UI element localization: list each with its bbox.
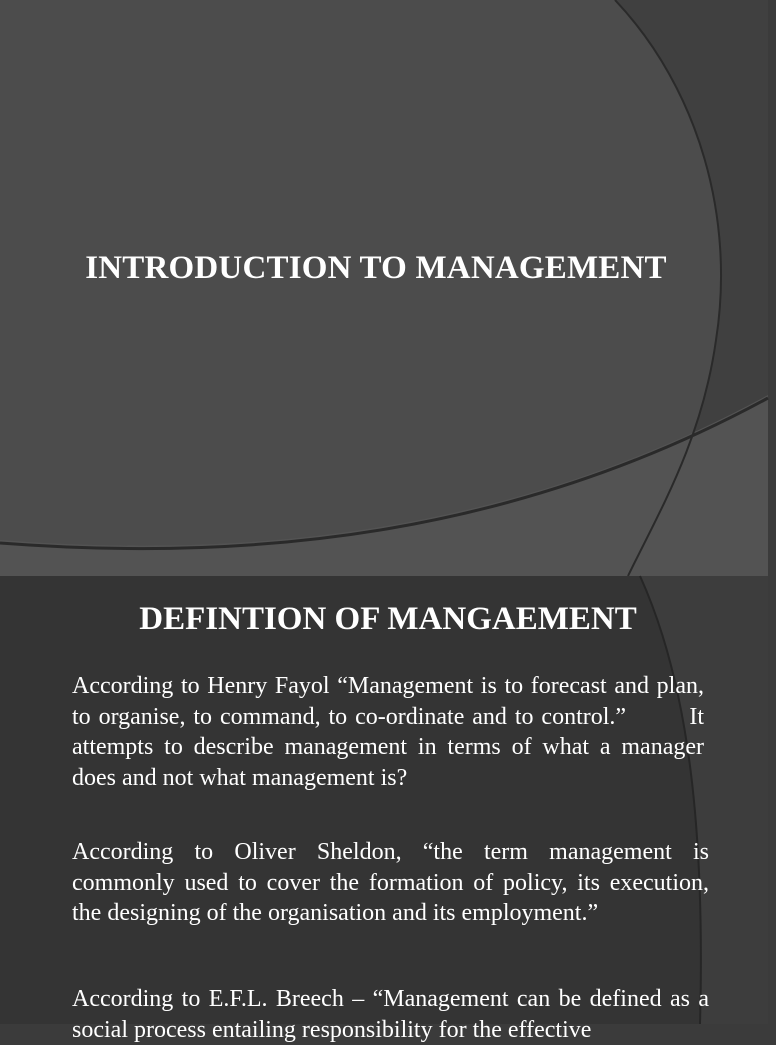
slide-2[interactable]: [0, 576, 768, 1043]
slide-1-title: INTRODUCTION TO MANAGEMENT: [85, 250, 667, 286]
definition-breech: According to E.F.L. Breech – “Management can be defined as a social process entailing responsibility for the effective: [72, 986, 709, 1043]
definition-fayol: According to Henry Fayol “Management is to forecast and plan, to organise, to command, to co-ordinate and to control.” It attempts to describe management in terms of what a manager does and not what management is?: [72, 673, 704, 792]
definition-sheldon: According to Oliver Sheldon, “the term management is commonly used to cover the formation of policy, its execution, the designing of the organisation and its employment.”: [72, 839, 709, 927]
slide-2-background-swoosh: [0, 576, 768, 1024]
slide-2-title: DEFINTION OF MANGAEMENT: [139, 601, 637, 637]
